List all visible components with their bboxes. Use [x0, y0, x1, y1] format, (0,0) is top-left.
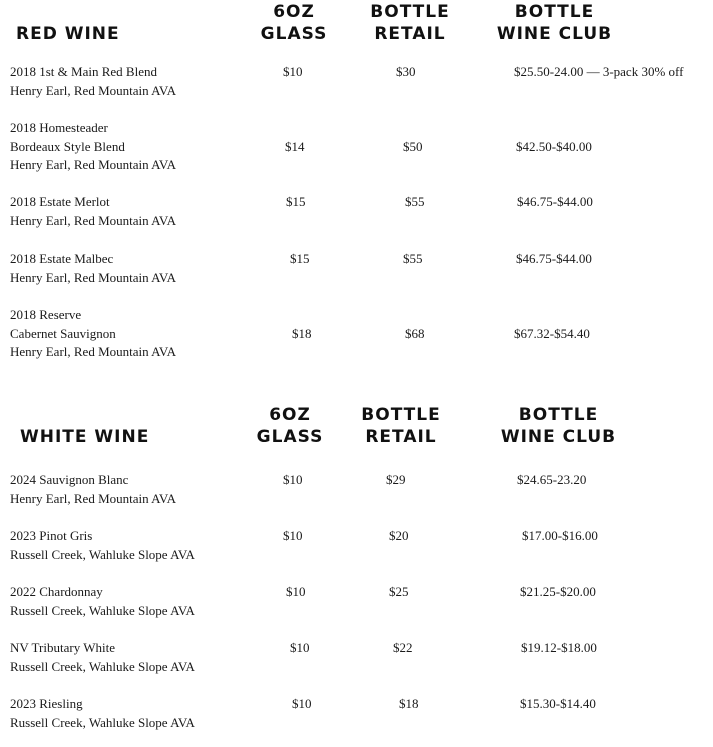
wine-name	[10, 583, 195, 620]
wine-name	[10, 119, 176, 175]
glass-price: $15	[290, 251, 310, 266]
bottle-retail-price: $55	[403, 251, 423, 266]
wine-club-price: $17.00-$16.00	[522, 528, 598, 543]
bottle-retail-price: $25	[389, 584, 409, 599]
wine-producer: Russell Creek, Wahluke Slope AVA	[10, 714, 195, 730]
glass-price: $10	[290, 640, 310, 655]
wine-name-line: 2018 Estate Malbec	[10, 251, 114, 266]
red-col-glass-header: 6OZ GLASS	[260, 2, 328, 44]
bottle-retail-price: $20	[389, 528, 409, 543]
wine-name	[10, 250, 176, 287]
bottle-retail-price: $18	[399, 696, 419, 711]
glass-price: $10	[283, 472, 303, 487]
wine-name	[10, 695, 195, 732]
wine-name	[10, 193, 176, 230]
wine-club-price: $46.75-$44.00	[516, 251, 592, 266]
white-wine-heading: WHITE WINE	[20, 427, 150, 447]
glass-price: $10	[286, 584, 306, 599]
wine-club-price: $15.30-$14.40	[520, 696, 596, 711]
wine-producer: Henry Earl, Red Mountain AVA	[10, 344, 176, 359]
wine-name-line: 2024 Sauvignon Blanc	[10, 472, 129, 487]
wine-name-line: 2018 Reserve	[10, 307, 82, 322]
wine-club-price: $19.12-$18.00	[521, 640, 597, 655]
wine-producer: Russell Creek, Wahluke Slope AVA	[10, 602, 195, 618]
wine-name-line: 2022 Chardonnay	[10, 584, 103, 599]
bottle-retail-price: $29	[386, 472, 406, 487]
wine-producer: Russell Creek, Wahluke Slope AVA	[10, 546, 195, 562]
bottle-retail-price: $55	[405, 194, 425, 209]
bottle-retail-price: $68	[405, 325, 425, 341]
wine-name-line: 2018 Estate Merlot	[10, 194, 110, 209]
bottle-retail-price: $50	[403, 138, 423, 154]
red-wine-heading: RED WINE	[16, 24, 120, 44]
glass-price: $10	[292, 696, 312, 711]
wine-club-price: $21.25-$20.00	[520, 584, 596, 599]
red-col-club-header: BOTTLE WINE CLUB	[496, 2, 613, 44]
wine-name-line: 2018 1st & Main Red Blend	[10, 64, 157, 79]
white-col-glass-header: 6OZ GLASS	[256, 405, 324, 447]
wine-name-line: NV Tributary White	[10, 640, 115, 655]
wine-name-line: 2023 Riesling	[10, 696, 83, 711]
wine-name	[10, 639, 195, 676]
wine-club-price: $24.65-23.20	[517, 472, 587, 487]
wine-producer: Henry Earl, Red Mountain AVA	[10, 269, 176, 285]
red-col-retail-header: BOTTLE RETAIL	[370, 2, 450, 44]
wine-club-price: $25.50-24.00 — 3-pack 30% off	[514, 64, 684, 79]
wine-name	[10, 306, 176, 362]
wine-name-line: Cabernet Sauvignon	[10, 325, 116, 341]
bottle-retail-price: $22	[393, 640, 413, 655]
bottle-retail-price: $30	[396, 64, 416, 79]
glass-price: $15	[286, 194, 306, 209]
white-col-retail-header: BOTTLE RETAIL	[361, 405, 441, 447]
wine-producer: Henry Earl, Red Mountain AVA	[10, 157, 176, 172]
wine-producer: Henry Earl, Red Mountain AVA	[10, 490, 176, 506]
wine-producer: Henry Earl, Red Mountain AVA	[10, 82, 176, 98]
wine-producer: Henry Earl, Red Mountain AVA	[10, 212, 176, 228]
wine-club-price: $46.75-$44.00	[517, 194, 593, 209]
white-col-club-header: BOTTLE WINE CLUB	[500, 405, 617, 447]
wine-name-line: 2023 Pinot Gris	[10, 528, 93, 543]
wine-club-price: $42.50-$40.00	[516, 138, 592, 154]
glass-price: $14	[285, 138, 305, 154]
glass-price: $10	[283, 528, 303, 543]
wine-name	[10, 527, 195, 564]
wine-name	[10, 471, 176, 508]
glass-price: $10	[283, 64, 303, 79]
wine-club-price: $67.32-$54.40	[514, 325, 590, 341]
wine-name-line: Bordeaux Style Blend	[10, 138, 125, 154]
glass-price: $18	[292, 325, 312, 341]
wine-producer: Russell Creek, Wahluke Slope AVA	[10, 658, 195, 674]
wine-name-line: 2018 Homesteader	[10, 120, 108, 135]
wine-name	[10, 63, 176, 100]
